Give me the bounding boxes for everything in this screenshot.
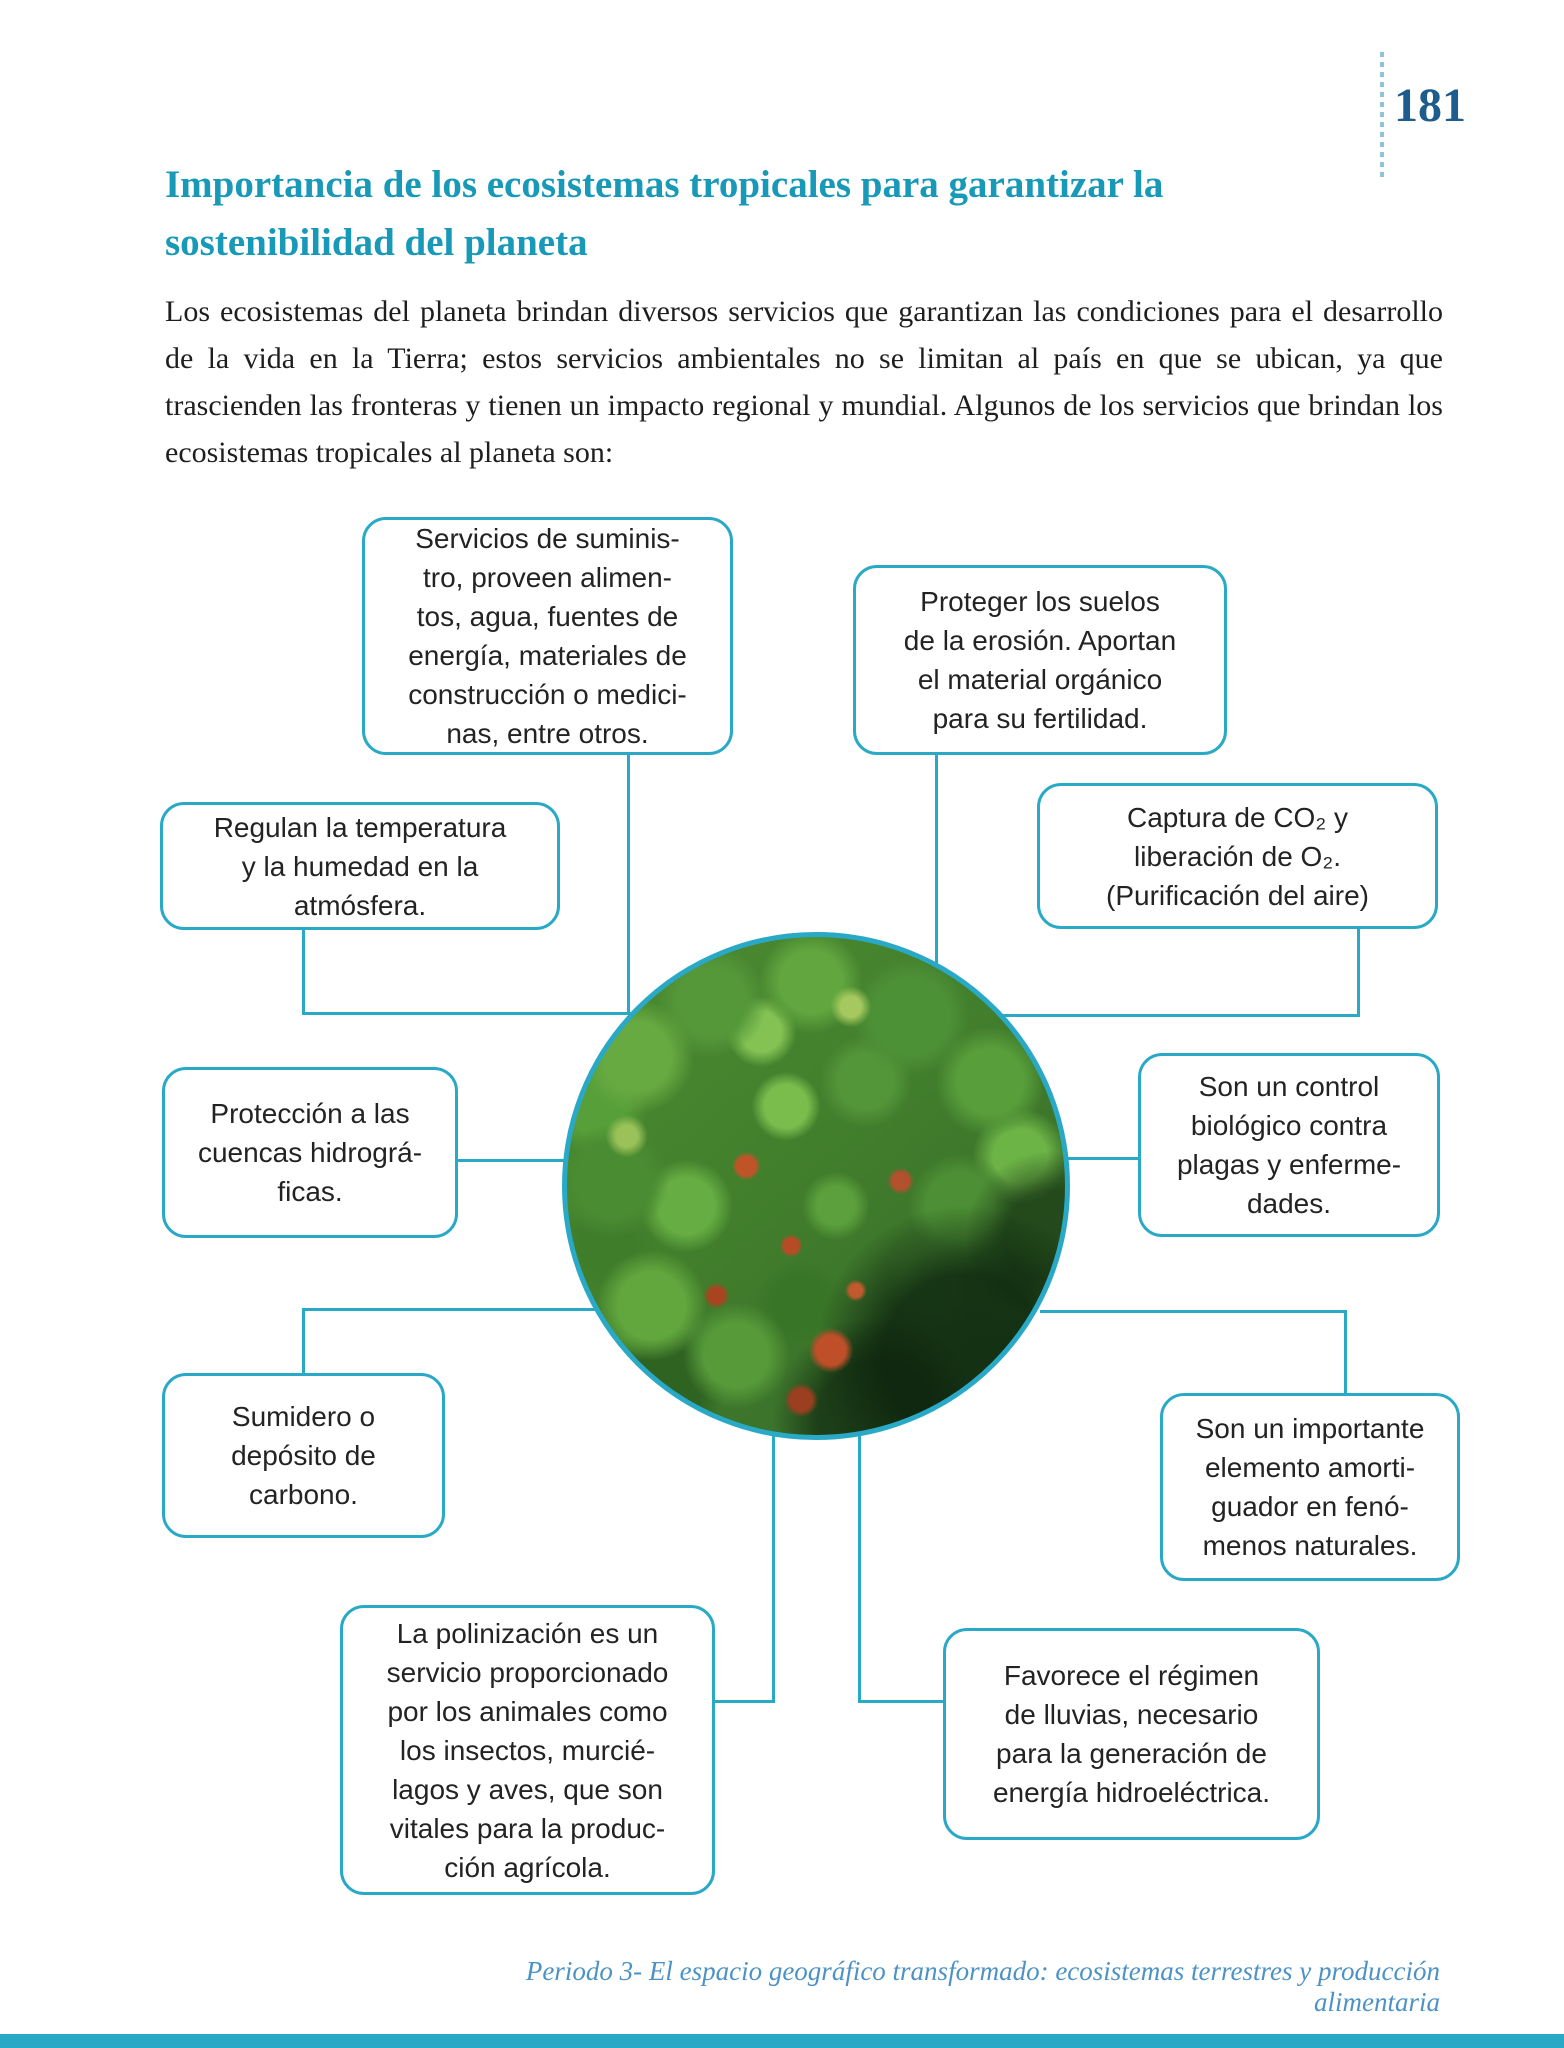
box-soil-protection — [853, 565, 1227, 755]
box-co2-capture — [1037, 783, 1438, 929]
box-temperature-regulation — [160, 802, 560, 930]
box-supply-services — [362, 517, 733, 755]
box-pollination — [340, 1605, 715, 1895]
box-carbon-sink-label: Sumidero o depósito de carbono. — [231, 1401, 376, 1510]
box-biological-control-label: Son un control biológico contra plagas y enferme- dades. — [1176, 1071, 1402, 1219]
connector-carbon-horizontal — [302, 1308, 598, 1311]
box-co2-capture-label: Captura de CO₂ y liberación de O₂. (Purificación del aire) — [1106, 801, 1369, 911]
connector-rain-horizontal — [858, 1700, 946, 1703]
box-temperature-regulation-label: Regulan la temperatura y la humedad en la atmósfera. — [213, 811, 507, 921]
footer-caption: Periodo 3- El espacio geográfico transformado: ecosistemas terrestres y producción alimentaria — [525, 1956, 1440, 2017]
page-title: Importancia de los ecosistemas tropicales para garantizar la sostenibilidad del planeta — [165, 163, 1164, 264]
connector-buffer-horizontal — [1040, 1310, 1347, 1313]
connector-buffer-vertical — [1344, 1310, 1347, 1395]
forest-canopy-photo — [562, 932, 1070, 1440]
connector-co2-vertical — [1357, 926, 1360, 1017]
connector-temperature-vertical — [302, 928, 305, 1015]
connector-supply-services — [627, 748, 630, 1014]
connector-rain-vertical — [858, 1434, 861, 1703]
connector-pollination-vertical — [772, 1434, 775, 1703]
box-soil-protection-label: Proteger los suelos de la erosión. Aportan el material orgánico para su fertilidad. — [903, 586, 1177, 734]
box-natural-buffer-label: Son un importante elemento amorti- guador en fenó- menos naturales. — [1195, 1413, 1425, 1561]
box-carbon-sink — [162, 1373, 445, 1538]
box-biological-control — [1138, 1053, 1440, 1237]
connector-watershed — [456, 1159, 566, 1162]
connector-co2-horizontal — [1003, 1014, 1360, 1017]
connector-biological-control — [1066, 1157, 1141, 1160]
box-rain-regime — [943, 1628, 1320, 1840]
connector-soil-protection — [935, 751, 938, 965]
connector-temperature-horizontal — [302, 1012, 632, 1015]
box-watershed-protection-label: Protección a las cuencas hidrográ- ficas. — [197, 1098, 423, 1207]
box-watershed-protection — [162, 1067, 458, 1238]
connector-carbon-vertical — [302, 1308, 305, 1376]
box-pollination-label: La polinización es un servicio proporcionado por los animales como los insectos, murcié- lagos y aves, que son vitales para la produc- ción agrícola. — [386, 1617, 669, 1883]
intro-paragraph: Los ecosistemas del planeta brindan diversos servicios que garantizan las condiciones para el desarrollo de la vida en la Tierra; estos servicios ambientales no se limitan al país en que se ubican, ya que trascienden las fronteras y tienen un impacto regional y mundial. Algunos de los servicios que brindan los ecosistemas tropicales al planeta son: — [165, 295, 1443, 469]
connector-pollination-horizontal — [713, 1700, 775, 1703]
box-natural-buffer — [1160, 1393, 1460, 1581]
footer-accent-bar — [0, 2034, 1564, 2048]
box-rain-regime-label: Favorece el régimen de lluvias, necesario para la generación de energía hidroeléctrica. — [992, 1660, 1271, 1808]
box-supply-services-label: Servicios de suminis- tro, proveen alimen- tos, agua, fuentes de energía, materiales de construcción o medici- nas, entre otros. — [408, 523, 687, 749]
page-number: 181 — [1394, 79, 1466, 132]
